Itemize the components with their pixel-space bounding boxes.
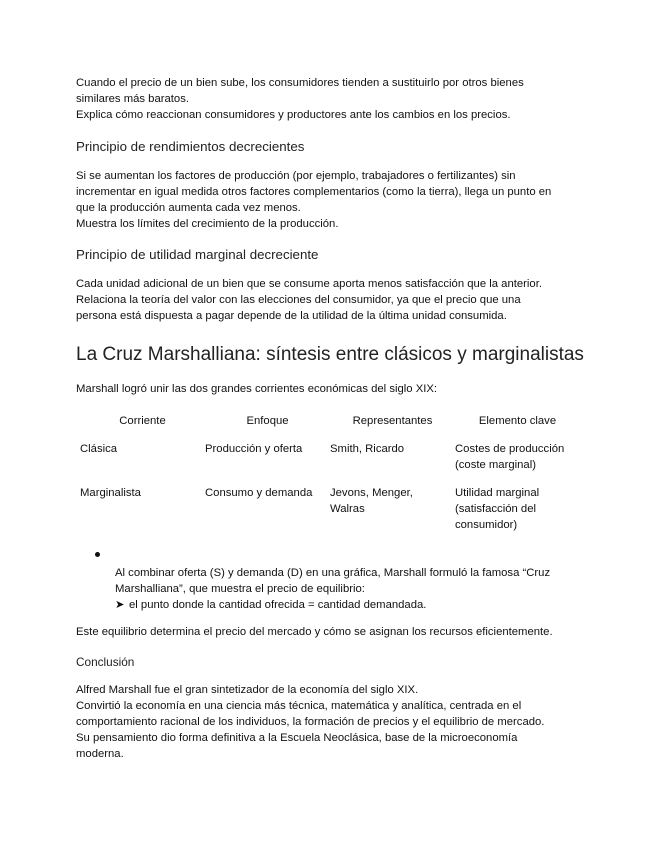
heading-utilidad: Principio de utilidad marginal decreciente — [76, 247, 319, 262]
rendimientos-line: que la producción aumenta cada vez menos. — [76, 201, 301, 214]
cell-line: Smith, Ricardo — [330, 442, 405, 455]
intro-line: Explica cómo reaccionan consumidores y productores ante los cambios en los precios. — [76, 108, 511, 121]
intro-line: similares más baratos. — [76, 92, 190, 105]
intro-line: Cuando el precio de un bien sube, los consumidores tienden a sustituirlo por otros bienes — [76, 77, 524, 89]
conclusion-line: Alfred Marshall fue el gran sintetizador de la economía del siglo XIX. — [76, 684, 419, 696]
heading-conclusion: Conclusión — [76, 655, 135, 669]
equilibrio-paragraph: Este equilibrio determina el precio del mercado y cómo se asignan los recursos eficientemente. — [76, 626, 553, 638]
rendimientos-line: incrementar en igual medida otros factores complementarios (como la tierra), llega un punto en — [76, 185, 552, 198]
conclusion-line: Su pensamiento dio forma definitiva a la Escuela Neoclásica, base de la microeconomía — [76, 731, 518, 744]
table-row — [80, 442, 580, 486]
cell-line: Utilidad marginal — [455, 486, 540, 499]
bullet-arrow-line — [115, 598, 585, 614]
cell-corriente: Clásica — [80, 442, 118, 455]
utilidad-line: persona está dispuesta a pagar depende de la utilidad de la última unidad consumida. — [76, 309, 507, 322]
bullet-content — [115, 566, 585, 614]
heading-rendimientos: Principio de rendimientos decrecientes — [76, 139, 305, 154]
rendimientos-line: Muestra los límites del crecimiento de la producción. — [76, 217, 339, 230]
table-header-representantes: Representantes — [352, 415, 433, 427]
bullet-dot-icon — [95, 552, 100, 557]
conclusion-line: Convirtió la economía en una ciencia más técnica, matemática y analítica, centrada en el — [76, 699, 522, 712]
intro-paragraph — [76, 76, 581, 124]
cell-line: (satisfacción del — [455, 502, 536, 515]
rendimientos-paragraph — [76, 169, 581, 233]
bullet-line: Marshalliana”, que muestra el precio de equilibrio: — [115, 582, 365, 595]
cell-line: (coste marginal) — [455, 458, 536, 471]
utilidad-line: Cada unidad adicional de un bien que se consume aporta menos satisfacción que la anterior. — [76, 278, 542, 290]
table-header-corriente: Corriente — [119, 415, 166, 427]
cell-representantes — [330, 486, 455, 534]
table-header-enfoque: Enfoque — [246, 415, 289, 427]
cruz-intro: Marshall logró unir las dos grandes corrientes económicas del siglo XIX: — [76, 383, 438, 395]
bullet-arrow-text: el punto donde la cantidad ofrecida = cantidad demandada. — [129, 598, 427, 611]
table-row — [80, 486, 580, 534]
cell-elemento — [455, 442, 580, 486]
cell-corriente: Marginalista — [80, 486, 141, 499]
cell-line: Costes de producción — [455, 442, 565, 455]
conclusion-paragraph — [76, 683, 581, 763]
utilidad-paragraph — [76, 277, 581, 325]
cell-enfoque: Producción y oferta — [205, 442, 303, 455]
rendimientos-line: Si se aumentan los factores de producción (por ejemplo, trabajadores o fertilizantes) sin — [76, 170, 516, 182]
heading-cruz-marshalliana: La Cruz Marshalliana: síntesis entre clásicos y marginalistas — [76, 344, 584, 365]
conclusion-line: moderna. — [76, 747, 124, 760]
cell-enfoque: Consumo y demanda — [205, 486, 313, 499]
bullet-line: Al combinar oferta (S) y demanda (D) en una gráfica, Marshall formuló la famosa “Cruz — [115, 567, 551, 579]
utilidad-line: Relaciona la teoría del valor con las elecciones del consumidor, ya que el precio que una — [76, 293, 521, 306]
cell-elemento — [455, 486, 580, 534]
cell-line: Jevons, Menger, — [330, 486, 413, 499]
comparison-table — [80, 414, 580, 533]
table-header-elemento: Elemento clave — [478, 415, 557, 427]
arrow-icon: ➤ — [115, 598, 125, 611]
cell-line: Walras — [330, 502, 365, 515]
cell-representantes — [330, 442, 455, 486]
cell-line: consumidor) — [455, 518, 518, 531]
table-header-row — [80, 414, 580, 442]
conclusion-line: comportamiento racional de los individuos, la formación de precios y el equilibrio de mercado. — [76, 715, 545, 728]
